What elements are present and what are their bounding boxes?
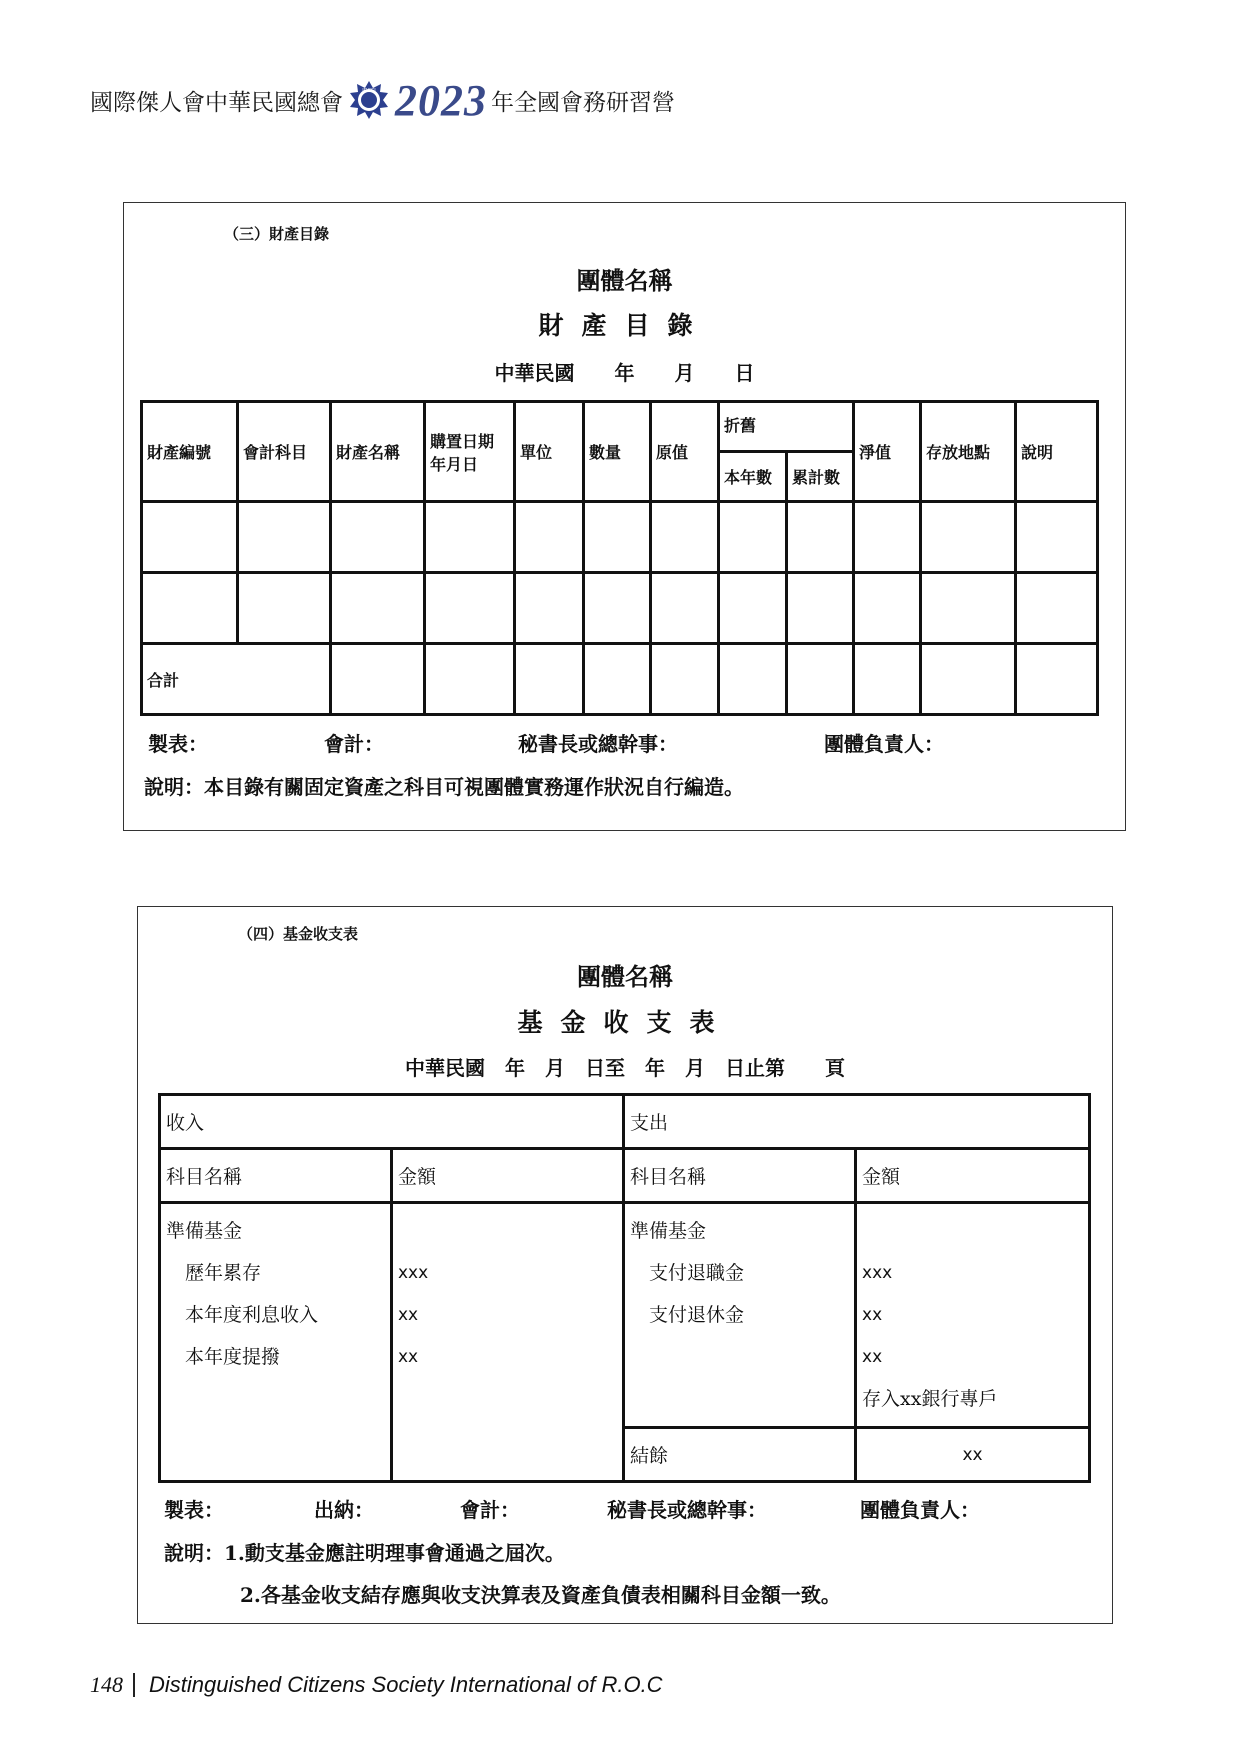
page-footer xyxy=(90,1672,663,1698)
date-line: 中華民國 年 月 日 xyxy=(494,361,755,385)
purchase-date-label: 購置日期 xyxy=(430,431,495,451)
section-label: （四）基金收支表 xyxy=(238,925,359,943)
society-logo-icon xyxy=(349,80,389,120)
deposit-note: 存入xx銀行專戶 xyxy=(862,1388,998,1410)
col-cost: 原值 xyxy=(651,402,719,502)
balance-value: xx xyxy=(856,1428,1090,1482)
fund-table xyxy=(158,1093,1091,1483)
form-note-2: 2.各基金收支結存應與收支決算表及資產負債表相關科目金額一致。 xyxy=(240,1583,841,1607)
expense-amount: xx xyxy=(862,1305,883,1325)
logo-text: IDCSI xyxy=(362,88,376,94)
event-year: 2023 xyxy=(395,75,487,125)
expense-item: 支付退職金 xyxy=(630,1262,745,1284)
income-item: 歷年累存 xyxy=(166,1262,262,1284)
expense-amount: xxx xyxy=(862,1263,893,1283)
responsible-person-label: 團體負責人： xyxy=(824,732,944,756)
income-amounts xyxy=(392,1203,624,1482)
balance-label: 結餘 xyxy=(624,1428,856,1482)
table-row xyxy=(142,573,1098,644)
col-depreciation: 折舊 xyxy=(719,402,854,452)
income-item: 本年度提撥 xyxy=(166,1346,281,1368)
expense-header: 支出 xyxy=(624,1095,1090,1149)
table-row xyxy=(142,502,1098,573)
cashier-label: 出納： xyxy=(314,1498,374,1522)
expense-amounts xyxy=(856,1203,1090,1428)
date-line: 中華民國 年 月 日至 年 月 日止第 頁 xyxy=(405,1056,845,1080)
section-label: （三）財產目錄 xyxy=(224,225,330,243)
secretary-label: 秘書長或總幹事： xyxy=(518,732,678,756)
expense-group: 準備基金 xyxy=(630,1220,707,1242)
prepared-by-label: 製表： xyxy=(148,732,208,756)
expense-amount: xx xyxy=(862,1347,883,1367)
income-amount: xx xyxy=(398,1305,419,1325)
table-title: 財產目錄 xyxy=(538,311,711,340)
table-title: 基金收支表 xyxy=(517,1008,733,1037)
col-dep-year: 本年數 xyxy=(719,452,787,502)
page-number: 148 xyxy=(90,1672,123,1697)
col-location: 存放地點 xyxy=(921,402,1016,502)
purchase-date-format: 年月日 xyxy=(430,454,479,474)
income-group: 準備基金 xyxy=(166,1220,243,1242)
property-table xyxy=(140,400,1099,716)
income-subject-header: 科目名稱 xyxy=(160,1149,392,1203)
footer-divider xyxy=(133,1673,135,1697)
col-purchase-date xyxy=(425,402,515,502)
responsible-person-label: 團體負責人： xyxy=(860,1498,980,1522)
col-dep-accum: 累計數 xyxy=(787,452,854,502)
signature-line xyxy=(164,1494,1064,1522)
expense-item: 支付退休金 xyxy=(630,1304,745,1326)
expense-subject-header: 科目名稱 xyxy=(624,1149,856,1203)
expense-items xyxy=(624,1203,856,1428)
income-amount: xxx xyxy=(398,1263,429,1283)
col-asset-name: 財產名稱 xyxy=(331,402,425,502)
income-item: 本年度利息收入 xyxy=(166,1304,319,1326)
income-amount: xx xyxy=(398,1347,419,1367)
form-note: 說明：本目錄有關固定資產之科目可視團體實務運作狀況自行編造。 xyxy=(144,775,744,799)
col-qty: 數量 xyxy=(584,402,651,502)
page-header xyxy=(90,70,675,130)
col-net: 淨值 xyxy=(854,402,921,502)
signature-line xyxy=(148,728,1048,756)
event-name: 年全國會務研習營 xyxy=(491,89,675,116)
income-amount-header: 金額 xyxy=(392,1149,624,1203)
secretary-label: 秘書長或總幹事： xyxy=(607,1498,767,1522)
expense-amount-header: 金額 xyxy=(856,1149,1090,1203)
org-title: 團體名稱 xyxy=(577,962,673,991)
accountant-label: 會計： xyxy=(460,1498,520,1522)
fund-statement-form xyxy=(137,906,1113,1624)
form-note-1: 說明：1.動支基金應註明理事會通過之屆次。 xyxy=(164,1541,565,1565)
property-list-form xyxy=(123,202,1126,831)
col-note: 說明 xyxy=(1016,402,1098,502)
col-account: 會計科目 xyxy=(238,402,331,502)
org-name: 國際傑人會中華民國總會 xyxy=(90,89,343,116)
prepared-by-label: 製表： xyxy=(164,1498,224,1522)
income-header: 收入 xyxy=(160,1095,624,1149)
accountant-label: 會計： xyxy=(324,732,384,756)
org-title: 團體名稱 xyxy=(576,266,673,295)
total-row xyxy=(142,644,1098,715)
society-name: Distinguished Citizens Society International of R.O.C xyxy=(149,1672,663,1697)
col-unit: 單位 xyxy=(515,402,584,502)
total-label: 合計 xyxy=(142,644,331,715)
col-asset-no: 財產編號 xyxy=(142,402,238,502)
income-items xyxy=(160,1203,392,1482)
